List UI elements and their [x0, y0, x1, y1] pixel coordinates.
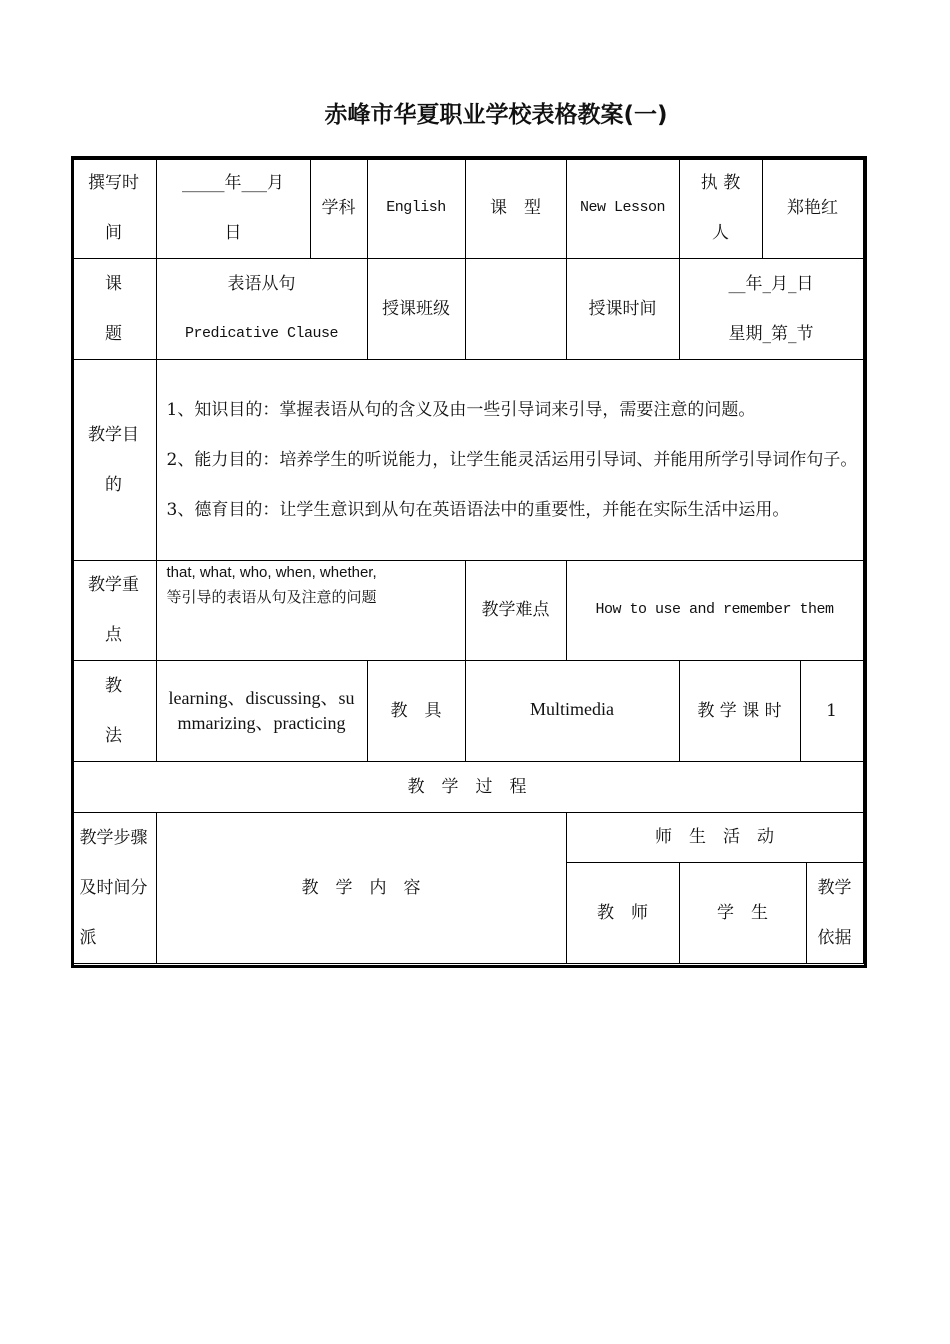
key-points-line1: that, what, who, when, whether,	[166, 563, 377, 581]
method-label: 教法	[71, 660, 157, 762]
lesson-type-label: 课 型	[465, 157, 567, 259]
process-header: 教 学 过 程	[71, 761, 864, 813]
topic-label: 课题	[71, 258, 157, 360]
class-value	[465, 258, 567, 360]
key-points-line2: 等引导的表语从句及注意的问题	[166, 587, 377, 606]
subject-value: English	[367, 157, 466, 259]
teacher-label: 执 教人	[679, 157, 763, 259]
key-points-label: 教学重点	[71, 560, 157, 661]
hours-label: 教 学 课 时	[679, 660, 801, 762]
topic-cn: 表语从句	[227, 273, 296, 294]
objective-item: 1、知识目的：掌握表语从句的含义及由一些引导词来引导，需要注意的问题。	[166, 399, 756, 420]
tools-value: Multimedia	[465, 660, 680, 762]
basis-column-label: 教学依据	[806, 862, 864, 964]
objective-item: 2、能力目的：培养学生的听说能力，让学生能灵活运用引导词、并能用所学引导词作句子。	[166, 449, 858, 470]
topic-en: Predicative Clause	[184, 324, 339, 342]
topic-cell	[156, 258, 368, 360]
teacher-column-label: 教 师	[566, 862, 680, 964]
class-label: 授课班级	[367, 258, 466, 360]
time-label: 授课时间	[566, 258, 680, 360]
difficulty-label: 教学难点	[465, 560, 567, 661]
time-line2: 星期_第_节	[728, 323, 814, 344]
key-points-cell	[156, 560, 466, 661]
write-time-label: 撰写时间	[71, 157, 157, 259]
time-line1: __年_月_日	[728, 273, 814, 294]
objectives-cell	[156, 359, 864, 561]
student-column-label: 学 生	[679, 862, 807, 964]
teacher-value: 郑艳红	[762, 157, 864, 259]
objectives-label: 教学目的	[71, 359, 157, 561]
lesson-type-value: New Lesson	[566, 157, 680, 259]
content-label: 教 学 内 容	[156, 812, 567, 964]
objective-item: 3、德育目的：让学生意识到从句在英语语法中的重要性，并能在实际生活中运用。	[166, 499, 790, 520]
page-title: 赤峰市华夏职业学校表格教案(一)	[324, 102, 668, 128]
hours-value: 1	[800, 660, 864, 762]
subject-label: 学科	[310, 157, 368, 259]
write-time-value: _____年___月日	[156, 157, 311, 259]
time-cell	[679, 258, 864, 360]
method-value: learning、discussing、summarizing、practicing	[156, 660, 368, 762]
activity-label: 师 生 活 动	[566, 812, 864, 863]
difficulty-value: How to use and remember them	[566, 560, 864, 661]
steps-label: 教学步骤及时间分派	[71, 812, 157, 964]
tools-label: 教 具	[367, 660, 466, 762]
